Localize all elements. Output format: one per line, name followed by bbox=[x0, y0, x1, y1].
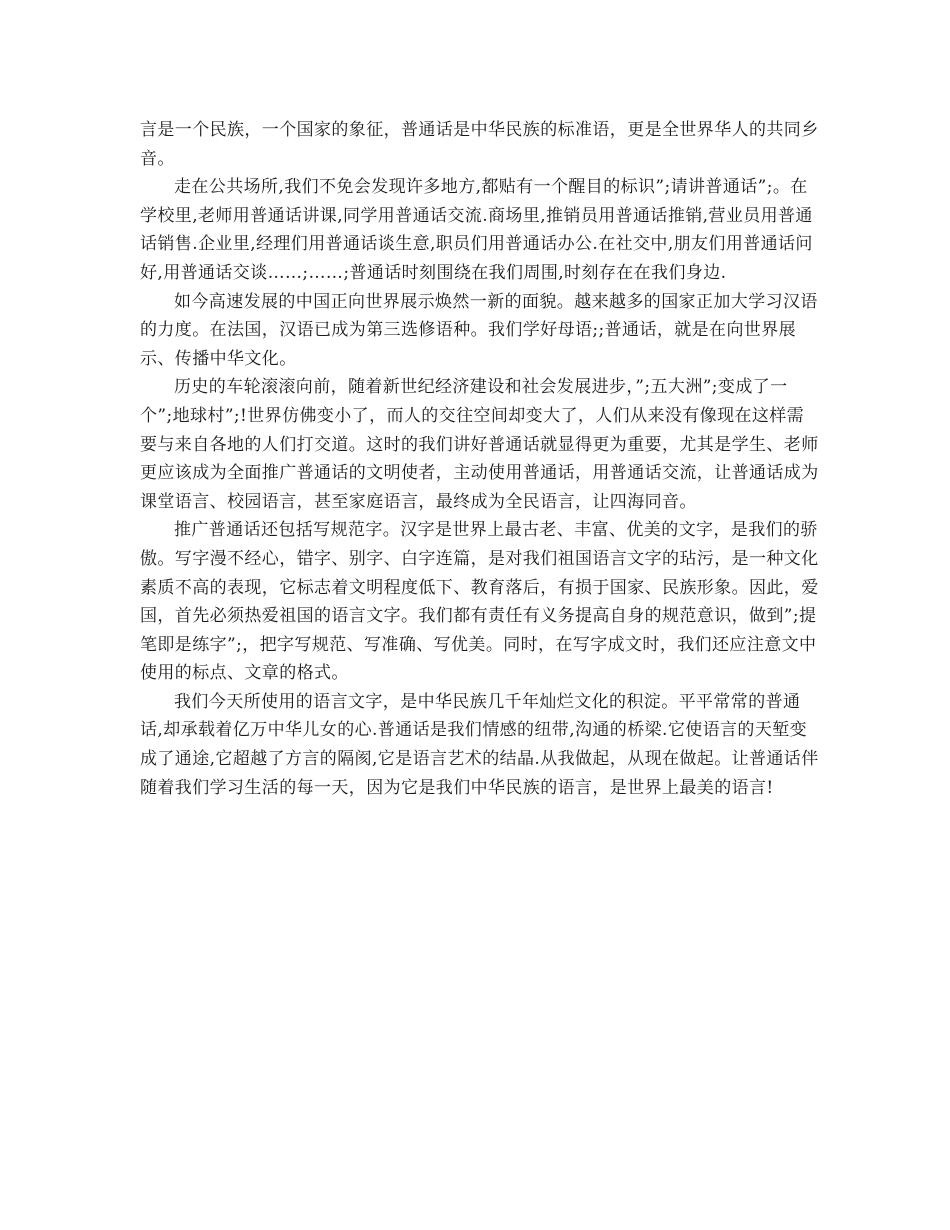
paragraph-continuation: 言是一个民族，一个国家的象征，普通话是中华民族的标准语，更是全世界华人的共同乡音。 bbox=[140, 120, 819, 169]
paragraph-public-places: 走在公共场所,我们不免会发现许多地方,都贴有一个醒目的标识”;请讲普通话”;。在学校里,老师用普通话讲课,同学用普通话交流.商场里,推销员用普通话推销,营业员用普通话销售.企业里,经理们用普通话谈生意,职员们用普通话办公.在社交中,朋友们用普通话问好,用普通话交谈……;……;普通话时刻围绕在我们周围,时刻存在在我们身边. bbox=[140, 177, 813, 283]
document-body bbox=[140, 116, 820, 802]
paragraph-china-development: 如今高速发展的中国正向世界展示焕然一新的面貌。越来越多的国家正加大学习汉语的力度。在法国，汉语已成为第三选修语种。我们学好母语;;普通话，就是在向世界展示、传播中华文化。 bbox=[140, 291, 818, 369]
paragraph-standard-characters: 推广普通话还包括写规范字。汉字是世界上最古老、丰富、优美的文字，是我们的骄傲。写字漫不经心，错字、别字、白字连篇，是对我们祖国语言文字的玷污，是一种文化素质不高的表现，它标志着文明程度低下、教育落后，有损于国家、民族形象。因此，爱国，首先必须热爱祖国的语言文字。我们都有责任有义务提高自身的规范意识，做到”;提笔即是练字”;，把字写规范、写准确、写优美。同时，在写字成文时，我们还应注意文中使用的标点、文章的格式。 bbox=[140, 520, 819, 684]
paragraph-conclusion: 我们今天所使用的语言文字，是中华民族几千年灿烂文化的积淀。平平常常的普通话,却承载着亿万中华儿女的心.普通话是我们情感的纽带,沟通的桥梁.它使语言的天堑变成了通途,它超越了方言的隔阂,它是语言艺术的结晶.从我做起，从现在做起。让普通话伴随着我们学习生活的每一天，因为它是我们中华民族的语言，是世界上最美的语言! bbox=[140, 691, 819, 798]
paragraph-history-wheel: 历史的车轮滚滚向前，随着新世纪经济建设和社会发展进步，”;五大洲”;变成了一个”;地球村”;!世界仿佛变小了，而人的交往空间却变大了，人们从来没有像现在这样需要与来自各地的人们打交道。这时的我们讲好普通话就显得更为重要，尤其是学生、老师更应该成为全面推广普通话的文明使者，主动使用普通话，用普通话交流，让普通话成为课堂语言、校园语言，甚至家庭语言，最终成为全民语言，让四海同音。 bbox=[140, 377, 819, 512]
